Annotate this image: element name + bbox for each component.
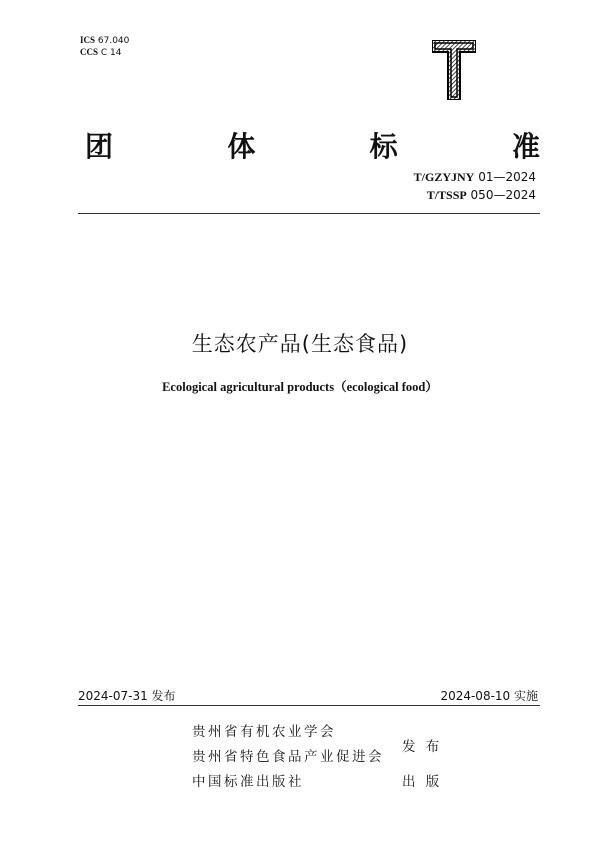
standard-type-char: 标 (369, 130, 398, 163)
bottom-divider (78, 705, 540, 706)
ics-code: ICS 67.040 (80, 35, 130, 46)
issuer-name: 贵州省有机农业学会 (192, 724, 336, 740)
standard-type-char: 准 (511, 130, 540, 163)
english-title: Ecological agricultural products（ecological food） (162, 380, 438, 394)
issuer-name: 贵州省特色食品产业促进会 (192, 749, 384, 765)
issuing-organizations (192, 720, 384, 795)
standard-type-title (85, 125, 540, 165)
publisher-name: 中国标准出版社 (192, 774, 304, 790)
publish-role: 出 版 (402, 774, 443, 790)
standard-logo (432, 40, 476, 100)
top-divider (78, 213, 540, 214)
implement-date: 2024-08-10 实施 (440, 689, 538, 703)
standard-number: T/GZYJNY 01—2024 (413, 170, 536, 184)
chinese-title: 生态农产品(生态食品) (191, 332, 409, 356)
classification-codes (80, 35, 129, 59)
standard-type-char: 体 (227, 130, 256, 163)
standard-numbers (414, 168, 536, 204)
publish-date: 2024-07-31 发布 (78, 689, 176, 703)
standard-type-char: 团 (85, 130, 114, 163)
standard-number: T/TSSP 050—2024 (426, 188, 536, 202)
issue-role: 发 布 (402, 739, 443, 755)
ccs-code: CCS C 14 (80, 47, 122, 58)
